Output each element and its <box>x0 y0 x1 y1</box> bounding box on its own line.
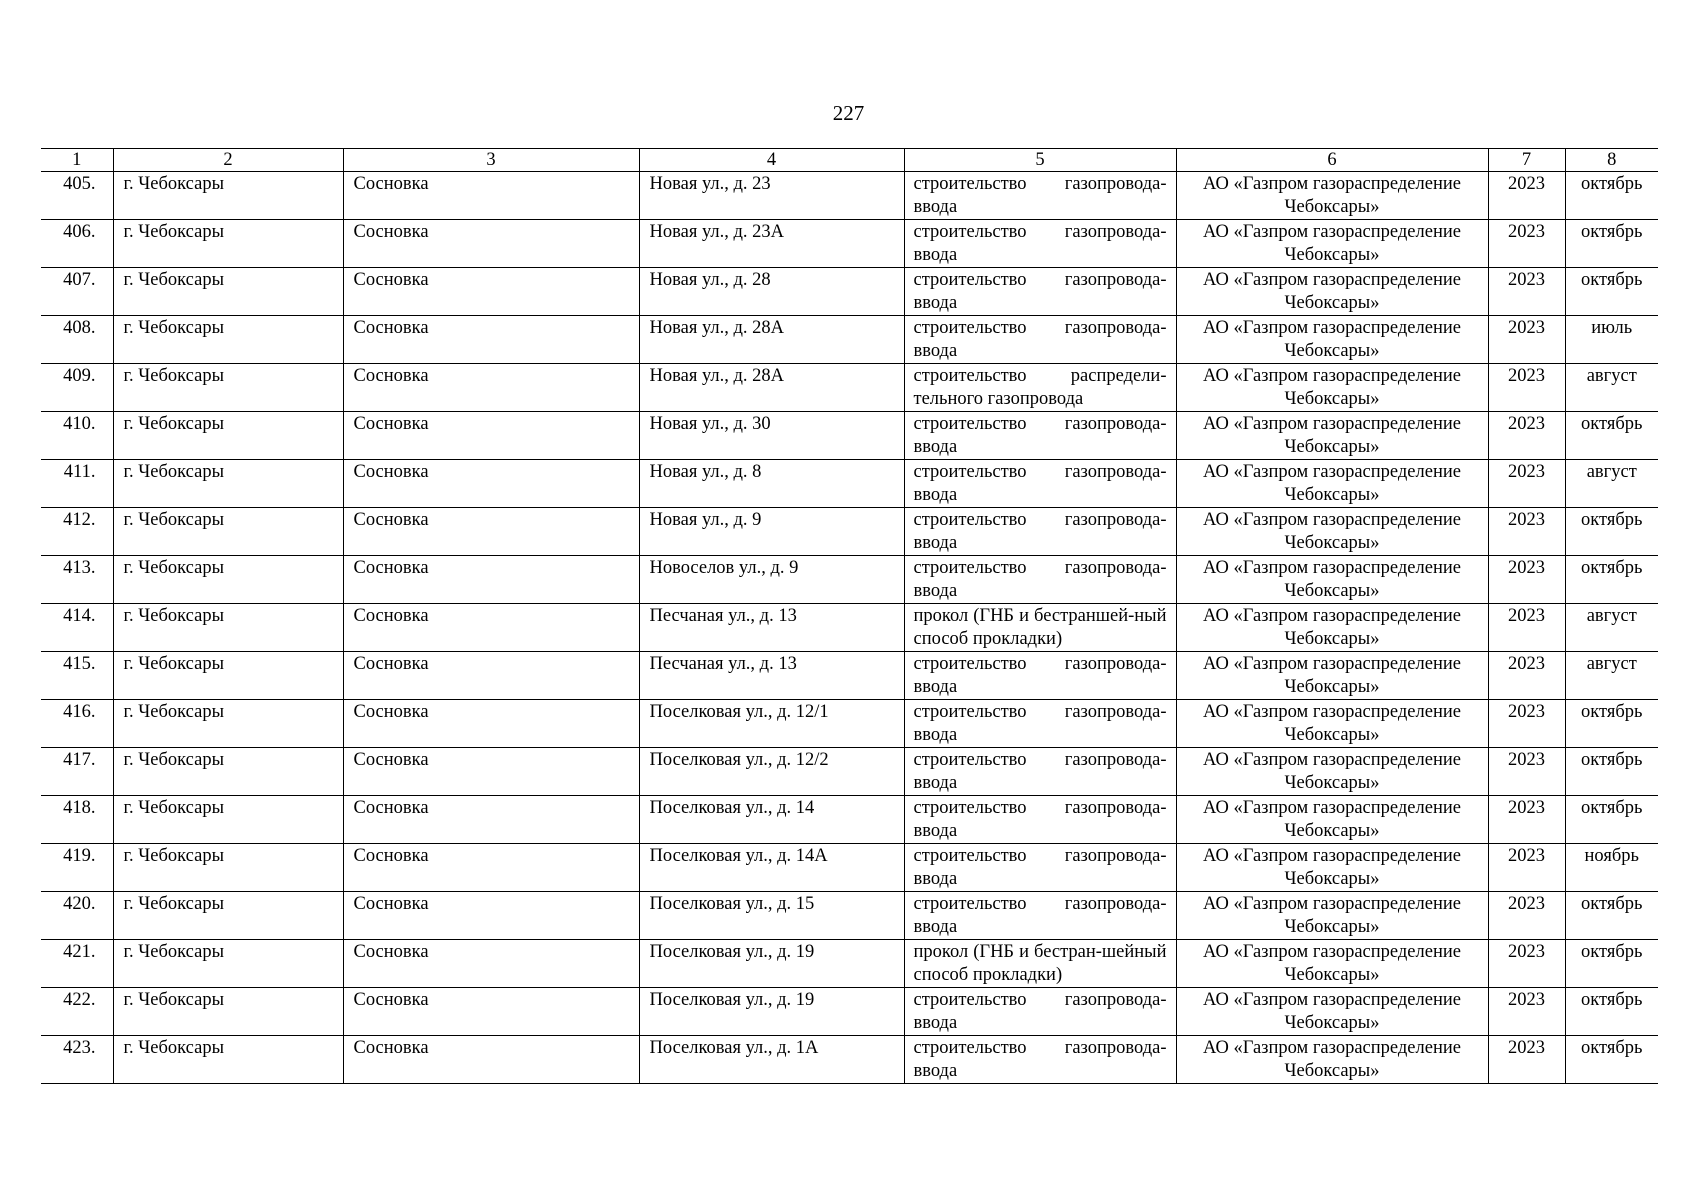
work-type-cell: строительство газопровода-ввода <box>904 652 1176 700</box>
work-type-cell: строительство газопровода-ввода <box>904 796 1176 844</box>
table-row <box>41 796 1658 844</box>
address-cell: Поселковая ул., д. 14А <box>639 844 904 892</box>
year-cell: 2023 <box>1488 988 1565 1036</box>
district-cell: Сосновка <box>343 556 639 604</box>
year-cell: 2023 <box>1488 700 1565 748</box>
work-type-cell: строительство газопровода-ввода <box>904 556 1176 604</box>
row-number: 408. <box>41 316 113 364</box>
year-cell: 2023 <box>1488 364 1565 412</box>
month-cell: октябрь <box>1565 172 1658 220</box>
row-number: 423. <box>41 1036 113 1084</box>
organization-cell: АО «Газпром газораспределение Чебоксары» <box>1176 556 1488 604</box>
month-cell: октябрь <box>1565 508 1658 556</box>
row-number: 410. <box>41 412 113 460</box>
work-type-cell: прокол (ГНБ и бестраншей-ный способ прокладки) <box>904 604 1176 652</box>
address-cell: Новая ул., д. 28А <box>639 364 904 412</box>
organization-cell: АО «Газпром газораспределение Чебоксары» <box>1176 940 1488 988</box>
row-number: 419. <box>41 844 113 892</box>
month-cell: октябрь <box>1565 892 1658 940</box>
address-cell: Поселковая ул., д. 19 <box>639 988 904 1036</box>
table-row <box>41 172 1658 220</box>
row-number: 418. <box>41 796 113 844</box>
organization-cell: АО «Газпром газораспределение Чебоксары» <box>1176 700 1488 748</box>
organization-cell: АО «Газпром газораспределение Чебоксары» <box>1176 460 1488 508</box>
address-cell: Поселковая ул., д. 12/2 <box>639 748 904 796</box>
year-cell: 2023 <box>1488 316 1565 364</box>
month-cell: август <box>1565 652 1658 700</box>
work-type-cell: строительство газопровода-ввода <box>904 988 1176 1036</box>
city-cell: г. Чебоксары <box>113 940 343 988</box>
address-cell: Новая ул., д. 30 <box>639 412 904 460</box>
month-cell: октябрь <box>1565 1036 1658 1084</box>
work-type-cell: строительство газопровода-ввода <box>904 844 1176 892</box>
month-cell: октябрь <box>1565 412 1658 460</box>
row-number: 413. <box>41 556 113 604</box>
row-number: 405. <box>41 172 113 220</box>
organization-cell: АО «Газпром газораспределение Чебоксары» <box>1176 220 1488 268</box>
work-type-cell: строительство газопровода-ввода <box>904 700 1176 748</box>
district-cell: Сосновка <box>343 220 639 268</box>
organization-cell: АО «Газпром газораспределение Чебоксары» <box>1176 844 1488 892</box>
row-number: 421. <box>41 940 113 988</box>
row-number: 407. <box>41 268 113 316</box>
address-cell: Поселковая ул., д. 12/1 <box>639 700 904 748</box>
table-row <box>41 604 1658 652</box>
city-cell: г. Чебоксары <box>113 844 343 892</box>
city-cell: г. Чебоксары <box>113 460 343 508</box>
organization-cell: АО «Газпром газораспределение Чебоксары» <box>1176 892 1488 940</box>
address-cell: Новая ул., д. 28 <box>639 268 904 316</box>
table-row <box>41 412 1658 460</box>
address-cell: Новая ул., д. 8 <box>639 460 904 508</box>
table-row <box>41 940 1658 988</box>
month-cell: ноябрь <box>1565 844 1658 892</box>
row-number: 422. <box>41 988 113 1036</box>
month-cell: октябрь <box>1565 796 1658 844</box>
column-header-8: 8 <box>1565 149 1658 172</box>
row-number: 417. <box>41 748 113 796</box>
month-cell: август <box>1565 364 1658 412</box>
table-row <box>41 364 1658 412</box>
district-cell: Сосновка <box>343 796 639 844</box>
district-cell: Сосновка <box>343 892 639 940</box>
city-cell: г. Чебоксары <box>113 364 343 412</box>
address-cell: Новоселов ул., д. 9 <box>639 556 904 604</box>
gas-works-table <box>41 148 1658 1084</box>
table-row <box>41 268 1658 316</box>
district-cell: Сосновка <box>343 268 639 316</box>
address-cell: Поселковая ул., д. 1А <box>639 1036 904 1084</box>
work-type-cell: строительство газопровода-ввода <box>904 1036 1176 1084</box>
district-cell: Сосновка <box>343 460 639 508</box>
work-type-cell: строительство газопровода-ввода <box>904 892 1176 940</box>
year-cell: 2023 <box>1488 652 1565 700</box>
organization-cell: АО «Газпром газораспределение Чебоксары» <box>1176 1036 1488 1084</box>
district-cell: Сосновка <box>343 172 639 220</box>
work-type-cell: строительство газопровода-ввода <box>904 508 1176 556</box>
month-cell: август <box>1565 460 1658 508</box>
city-cell: г. Чебоксары <box>113 988 343 1036</box>
table-row <box>41 316 1658 364</box>
work-type-cell: строительство газопровода-ввода <box>904 748 1176 796</box>
district-cell: Сосновка <box>343 412 639 460</box>
city-cell: г. Чебоксары <box>113 316 343 364</box>
address-cell: Новая ул., д. 23 <box>639 172 904 220</box>
column-number-row <box>41 149 1658 172</box>
work-type-cell: строительство газопровода-ввода <box>904 460 1176 508</box>
address-cell: Поселковая ул., д. 15 <box>639 892 904 940</box>
address-cell: Поселковая ул., д. 14 <box>639 796 904 844</box>
table-row <box>41 220 1658 268</box>
row-number: 411. <box>41 460 113 508</box>
year-cell: 2023 <box>1488 1036 1565 1084</box>
district-cell: Сосновка <box>343 700 639 748</box>
month-cell: октябрь <box>1565 268 1658 316</box>
row-number: 414. <box>41 604 113 652</box>
city-cell: г. Чебоксары <box>113 700 343 748</box>
year-cell: 2023 <box>1488 844 1565 892</box>
city-cell: г. Чебоксары <box>113 556 343 604</box>
organization-cell: АО «Газпром газораспределение Чебоксары» <box>1176 268 1488 316</box>
work-type-cell: строительство газопровода-ввода <box>904 220 1176 268</box>
table-row <box>41 1036 1658 1084</box>
year-cell: 2023 <box>1488 508 1565 556</box>
year-cell: 2023 <box>1488 796 1565 844</box>
district-cell: Сосновка <box>343 508 639 556</box>
work-type-cell: строительство распредели-тельного газопровода <box>904 364 1176 412</box>
organization-cell: АО «Газпром газораспределение Чебоксары» <box>1176 748 1488 796</box>
table-body <box>41 172 1658 1084</box>
column-header-6: 6 <box>1176 149 1488 172</box>
district-cell: Сосновка <box>343 316 639 364</box>
row-number: 416. <box>41 700 113 748</box>
year-cell: 2023 <box>1488 412 1565 460</box>
month-cell: август <box>1565 604 1658 652</box>
column-header-1: 1 <box>41 149 113 172</box>
table-row <box>41 460 1658 508</box>
address-cell: Новая ул., д. 9 <box>639 508 904 556</box>
address-cell: Новая ул., д. 28А <box>639 316 904 364</box>
organization-cell: АО «Газпром газораспределение Чебоксары» <box>1176 508 1488 556</box>
city-cell: г. Чебоксары <box>113 892 343 940</box>
district-cell: Сосновка <box>343 652 639 700</box>
table-row <box>41 748 1658 796</box>
district-cell: Сосновка <box>343 940 639 988</box>
address-cell: Песчаная ул., д. 13 <box>639 652 904 700</box>
city-cell: г. Чебоксары <box>113 1036 343 1084</box>
row-number: 406. <box>41 220 113 268</box>
year-cell: 2023 <box>1488 172 1565 220</box>
month-cell: октябрь <box>1565 700 1658 748</box>
month-cell: октябрь <box>1565 940 1658 988</box>
column-header-7: 7 <box>1488 149 1565 172</box>
year-cell: 2023 <box>1488 460 1565 508</box>
work-type-cell: прокол (ГНБ и бестран-шейный способ прокладки) <box>904 940 1176 988</box>
year-cell: 2023 <box>1488 556 1565 604</box>
city-cell: г. Чебоксары <box>113 268 343 316</box>
month-cell: октябрь <box>1565 988 1658 1036</box>
city-cell: г. Чебоксары <box>113 652 343 700</box>
work-type-cell: строительство газопровода-ввода <box>904 316 1176 364</box>
month-cell: октябрь <box>1565 556 1658 604</box>
organization-cell: АО «Газпром газораспределение Чебоксары» <box>1176 316 1488 364</box>
district-cell: Сосновка <box>343 988 639 1036</box>
table-row <box>41 508 1658 556</box>
work-type-cell: строительство газопровода-ввода <box>904 268 1176 316</box>
column-header-3: 3 <box>343 149 639 172</box>
organization-cell: АО «Газпром газораспределение Чебоксары» <box>1176 796 1488 844</box>
work-type-cell: строительство газопровода-ввода <box>904 412 1176 460</box>
table-row <box>41 700 1658 748</box>
city-cell: г. Чебоксары <box>113 604 343 652</box>
city-cell: г. Чебоксары <box>113 508 343 556</box>
row-number: 412. <box>41 508 113 556</box>
row-number: 420. <box>41 892 113 940</box>
row-number: 415. <box>41 652 113 700</box>
district-cell: Сосновка <box>343 748 639 796</box>
month-cell: октябрь <box>1565 748 1658 796</box>
district-cell: Сосновка <box>343 364 639 412</box>
city-cell: г. Чебоксары <box>113 748 343 796</box>
page-number: 227 <box>832 101 865 125</box>
table-row <box>41 556 1658 604</box>
organization-cell: АО «Газпром газораспределение Чебоксары» <box>1176 364 1488 412</box>
city-cell: г. Чебоксары <box>113 172 343 220</box>
city-cell: г. Чебоксары <box>113 796 343 844</box>
table-row <box>41 988 1658 1036</box>
month-cell: июль <box>1565 316 1658 364</box>
column-header-5: 5 <box>904 149 1176 172</box>
organization-cell: АО «Газпром газораспределение Чебоксары» <box>1176 172 1488 220</box>
month-cell: октябрь <box>1565 220 1658 268</box>
row-number: 409. <box>41 364 113 412</box>
year-cell: 2023 <box>1488 892 1565 940</box>
organization-cell: АО «Газпром газораспределение Чебоксары» <box>1176 604 1488 652</box>
city-cell: г. Чебоксары <box>113 412 343 460</box>
table-row <box>41 844 1658 892</box>
column-header-4: 4 <box>639 149 904 172</box>
year-cell: 2023 <box>1488 748 1565 796</box>
organization-cell: АО «Газпром газораспределение Чебоксары» <box>1176 988 1488 1036</box>
district-cell: Сосновка <box>343 1036 639 1084</box>
organization-cell: АО «Газпром газораспределение Чебоксары» <box>1176 652 1488 700</box>
table-row <box>41 892 1658 940</box>
table-row <box>41 652 1658 700</box>
organization-cell: АО «Газпром газораспределение Чебоксары» <box>1176 412 1488 460</box>
address-cell: Новая ул., д. 23А <box>639 220 904 268</box>
city-cell: г. Чебоксары <box>113 220 343 268</box>
year-cell: 2023 <box>1488 268 1565 316</box>
district-cell: Сосновка <box>343 604 639 652</box>
work-type-cell: строительство газопровода-ввода <box>904 172 1176 220</box>
year-cell: 2023 <box>1488 604 1565 652</box>
address-cell: Поселковая ул., д. 19 <box>639 940 904 988</box>
address-cell: Песчаная ул., д. 13 <box>639 604 904 652</box>
column-header-2: 2 <box>113 149 343 172</box>
district-cell: Сосновка <box>343 844 639 892</box>
year-cell: 2023 <box>1488 940 1565 988</box>
year-cell: 2023 <box>1488 220 1565 268</box>
